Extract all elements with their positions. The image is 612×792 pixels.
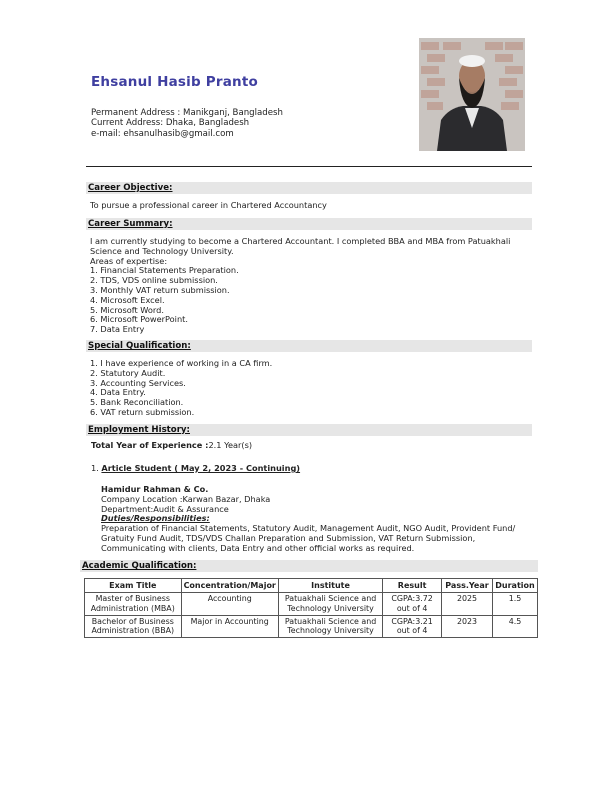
- table-cell: Patuakhali Science and Technology University: [278, 615, 382, 638]
- total-experience: [91, 441, 252, 451]
- table-cell: CGPA:3.72 out of 4: [383, 593, 442, 616]
- summary-line: 6. Microsoft PowerPoint.: [90, 314, 188, 325]
- person-portrait-icon: [419, 38, 525, 151]
- special-qualification-heading: Special Qualification:: [86, 340, 532, 352]
- career-objective-heading: Career Objective:: [86, 182, 532, 194]
- job-details: [101, 485, 515, 554]
- table-cell: Patuakhali Science and Technology University: [278, 593, 382, 616]
- table-cell: Accounting: [181, 593, 278, 616]
- employment-history-heading: Employment History:: [86, 424, 532, 436]
- contact-info: [91, 108, 283, 139]
- total-experience-label: Total Year of Experience :: [91, 440, 209, 450]
- header-divider: [86, 166, 532, 167]
- summary-line: Areas of expertise:: [90, 255, 168, 266]
- candidate-name: Ehsanul Hasib Pranto: [91, 74, 258, 90]
- special-qualification-text: [90, 359, 272, 418]
- career-summary-heading: Career Summary:: [86, 218, 532, 230]
- current-address: Current Address: Dhaka, Bangladesh: [91, 118, 250, 129]
- column-header: Result: [383, 579, 442, 593]
- column-header: Exam Title: [85, 579, 182, 593]
- job-number: 1.: [91, 463, 99, 473]
- summary-line: I am currently studying to become a Chartered Accountant. I completed BBA and MBA from Patuakhali: [90, 236, 511, 246]
- qualification-line: 1. I have experience of working in a CA firm.: [90, 358, 273, 368]
- table-cell: Major in Accounting: [181, 615, 278, 638]
- table-row: [85, 615, 538, 638]
- duties-line: Preparation of Financial Statements, Statutory Audit, Management Audit, NGO Audit, Provident Fund/: [101, 523, 516, 534]
- job-title: Article Student ( May 2, 2023 - Continuing): [101, 463, 301, 473]
- department: Department:Audit & Assurance: [101, 503, 229, 514]
- summary-line: Science and Technology University.: [90, 245, 234, 256]
- summary-line: 4. Microsoft Excel.: [90, 294, 165, 305]
- table-cell: Master of Business Administration (MBA): [85, 593, 182, 616]
- column-header: Pass.Year: [442, 579, 493, 593]
- qualification-line: 5. Bank Reconciliation.: [90, 397, 184, 408]
- objective-line: To pursue a professional career in Chartered Accountancy: [90, 200, 327, 210]
- column-header: Duration: [492, 579, 537, 593]
- duties-line: Communicating with clients, Data Entry and other official works as required.: [101, 542, 415, 553]
- summary-line: 7. Data Entry: [90, 324, 145, 335]
- table-header-row: [85, 579, 538, 593]
- column-header: Concentration/Major: [181, 579, 278, 593]
- academic-qualification-heading: Academic Qualification:: [80, 560, 538, 572]
- summary-line: 3. Monthly VAT return submission.: [90, 284, 230, 295]
- qualification-line: 2. Statutory Audit.: [90, 367, 166, 378]
- summary-line: 5. Microsoft Word.: [90, 304, 164, 315]
- duties-label: Duties/Responsibilities:: [101, 513, 210, 524]
- table-cell: 2025: [442, 593, 493, 616]
- table-cell: CGPA:3.21 out of 4: [383, 615, 442, 638]
- email: e-mail: ehsanulhasib@gmail.com: [91, 128, 234, 139]
- duties-line: Gratuity Fund Audit, TDS/VDS Challan Preparation and Submission, VAT Return Submission,: [101, 532, 476, 543]
- profile-photo: [419, 38, 525, 151]
- qualification-line: 6. VAT return submission.: [90, 406, 195, 417]
- column-header: Institute: [278, 579, 382, 593]
- table-cell: 2023: [442, 615, 493, 638]
- table-row: [85, 593, 538, 616]
- permanent-address: Permanent Address : Manikganj, Bangladesh: [91, 108, 283, 118]
- summary-line: 2. TDS, VDS online submission.: [90, 275, 218, 286]
- table-cell: 1.5: [492, 593, 537, 616]
- table-cell: 4.5: [492, 615, 537, 638]
- total-experience-value: 2.1 Year(s): [208, 440, 253, 450]
- career-summary-text: [90, 237, 510, 335]
- qualification-line: 3. Accounting Services.: [90, 377, 186, 388]
- company-location: Company Location :Karwan Bazar, Dhaka: [101, 493, 271, 504]
- qualification-line: 4. Data Entry.: [90, 387, 146, 398]
- summary-line: 1. Financial Statements Preparation.: [90, 265, 239, 276]
- job-entry: [91, 464, 300, 474]
- company-name: Hamidur Rahman & Co.: [101, 484, 209, 494]
- table-cell: Bachelor of Business Administration (BBA): [85, 615, 182, 638]
- academic-table: [84, 578, 538, 638]
- career-objective-text: [90, 201, 327, 211]
